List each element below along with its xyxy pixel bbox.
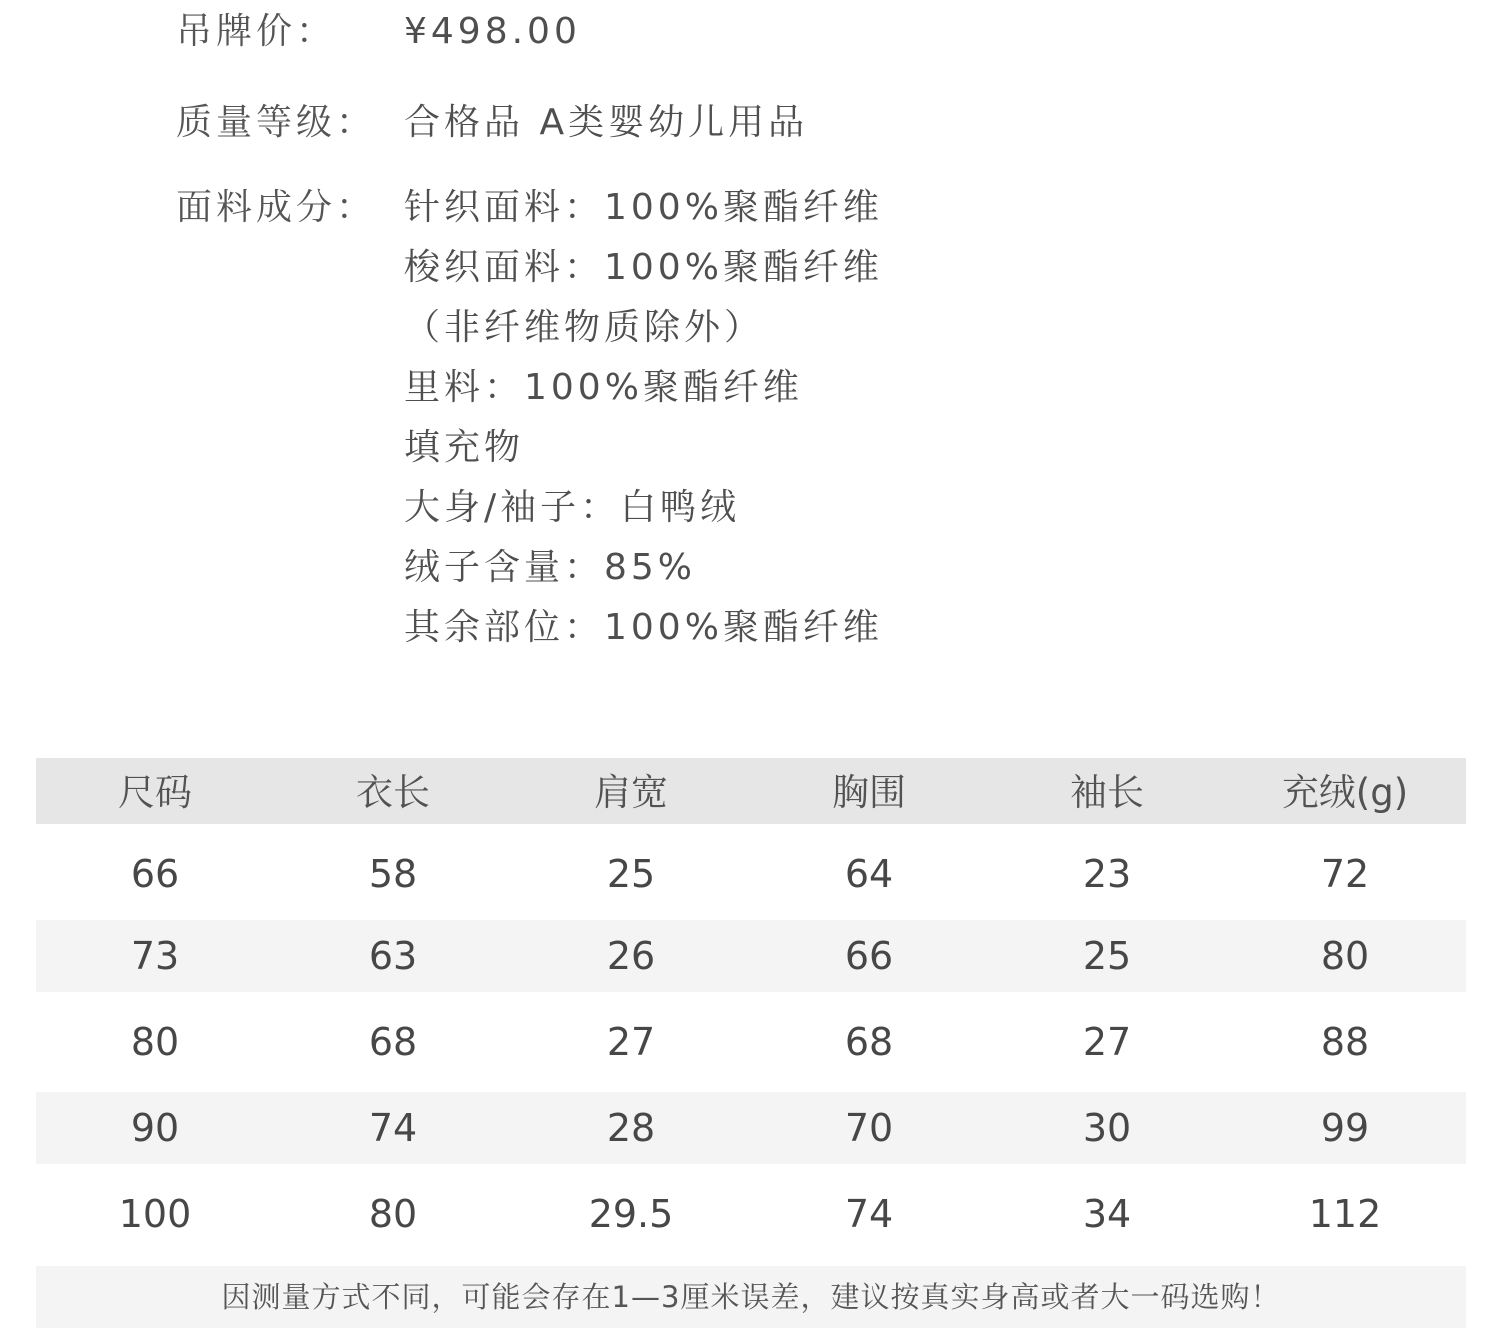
header-length: 衣长 <box>356 771 430 814</box>
cell-sleeve: 27 <box>1082 1020 1132 1064</box>
cell-chest: 70 <box>844 1106 894 1150</box>
cell-length: 63 <box>368 934 418 978</box>
fabric-line: 针织面料：100%聚酯纤维 <box>404 187 883 228</box>
cell-down-fill: 72 <box>1320 852 1370 896</box>
fabric-line: 其余部位：100%聚酯纤维 <box>404 607 883 648</box>
table-row <box>36 1092 1466 1164</box>
cell-length: 80 <box>368 1192 418 1236</box>
cell-down-fill: 112 <box>1308 1192 1382 1236</box>
cell-chest: 66 <box>844 934 894 978</box>
cell-sleeve: 25 <box>1082 934 1132 978</box>
table-row <box>36 1178 1466 1250</box>
cell-shoulder: 26 <box>606 934 656 978</box>
cell-chest: 74 <box>844 1192 894 1236</box>
cell-size: 73 <box>130 934 180 978</box>
cell-shoulder: 27 <box>606 1020 656 1064</box>
cell-sleeve: 30 <box>1082 1106 1132 1150</box>
table-header-row <box>36 758 1466 824</box>
header-sleeve: 袖长 <box>1070 771 1144 814</box>
fabric-line: 绒子含量：85% <box>404 547 697 588</box>
cell-down-fill: 99 <box>1320 1106 1370 1150</box>
header-chest: 胸围 <box>832 771 906 814</box>
table-row <box>36 838 1466 910</box>
fabric-line: 里料：100%聚酯纤维 <box>404 367 803 408</box>
cell-size: 80 <box>130 1020 180 1064</box>
table-row <box>36 1006 1466 1078</box>
header-down-fill: 充绒(g) <box>1281 771 1409 814</box>
cell-chest: 68 <box>844 1020 894 1064</box>
cell-size: 66 <box>130 852 180 896</box>
cell-length: 58 <box>368 852 418 896</box>
fabric-line: 大身/袖子：白鸭绒 <box>404 487 741 528</box>
measurement-note: 因测量方式不同，可能会存在1—3厘米误差，建议按真实身高或者大一码选购！ <box>36 1266 1466 1328</box>
header-size: 尺码 <box>118 771 192 814</box>
fabric-line: （非纤维物质除外） <box>404 307 765 348</box>
cell-shoulder: 29.5 <box>588 1192 674 1236</box>
cell-down-fill: 80 <box>1320 934 1370 978</box>
cell-size: 100 <box>118 1192 192 1236</box>
cell-sleeve: 23 <box>1082 852 1132 896</box>
cell-length: 68 <box>368 1020 418 1064</box>
quality-grade-label: 质量等级： <box>176 102 377 143</box>
fabric-label: 面料成分： <box>176 187 377 228</box>
quality-grade-value: 合格品 A类婴幼儿用品 <box>404 102 809 143</box>
cell-chest: 64 <box>844 852 894 896</box>
cell-sleeve: 34 <box>1082 1192 1132 1236</box>
cell-down-fill: 88 <box>1320 1020 1370 1064</box>
tag-price-value: ¥498.00 <box>404 11 581 52</box>
cell-size: 90 <box>130 1106 180 1150</box>
cell-shoulder: 28 <box>606 1106 656 1150</box>
table-row <box>36 920 1466 992</box>
fabric-line: 梭织面料：100%聚酯纤维 <box>404 247 883 288</box>
fabric-line: 填充物 <box>404 427 525 468</box>
cell-shoulder: 25 <box>606 852 656 896</box>
tag-price-label: 吊牌价： <box>176 11 337 52</box>
header-shoulder: 肩宽 <box>594 771 668 814</box>
cell-length: 74 <box>368 1106 418 1150</box>
